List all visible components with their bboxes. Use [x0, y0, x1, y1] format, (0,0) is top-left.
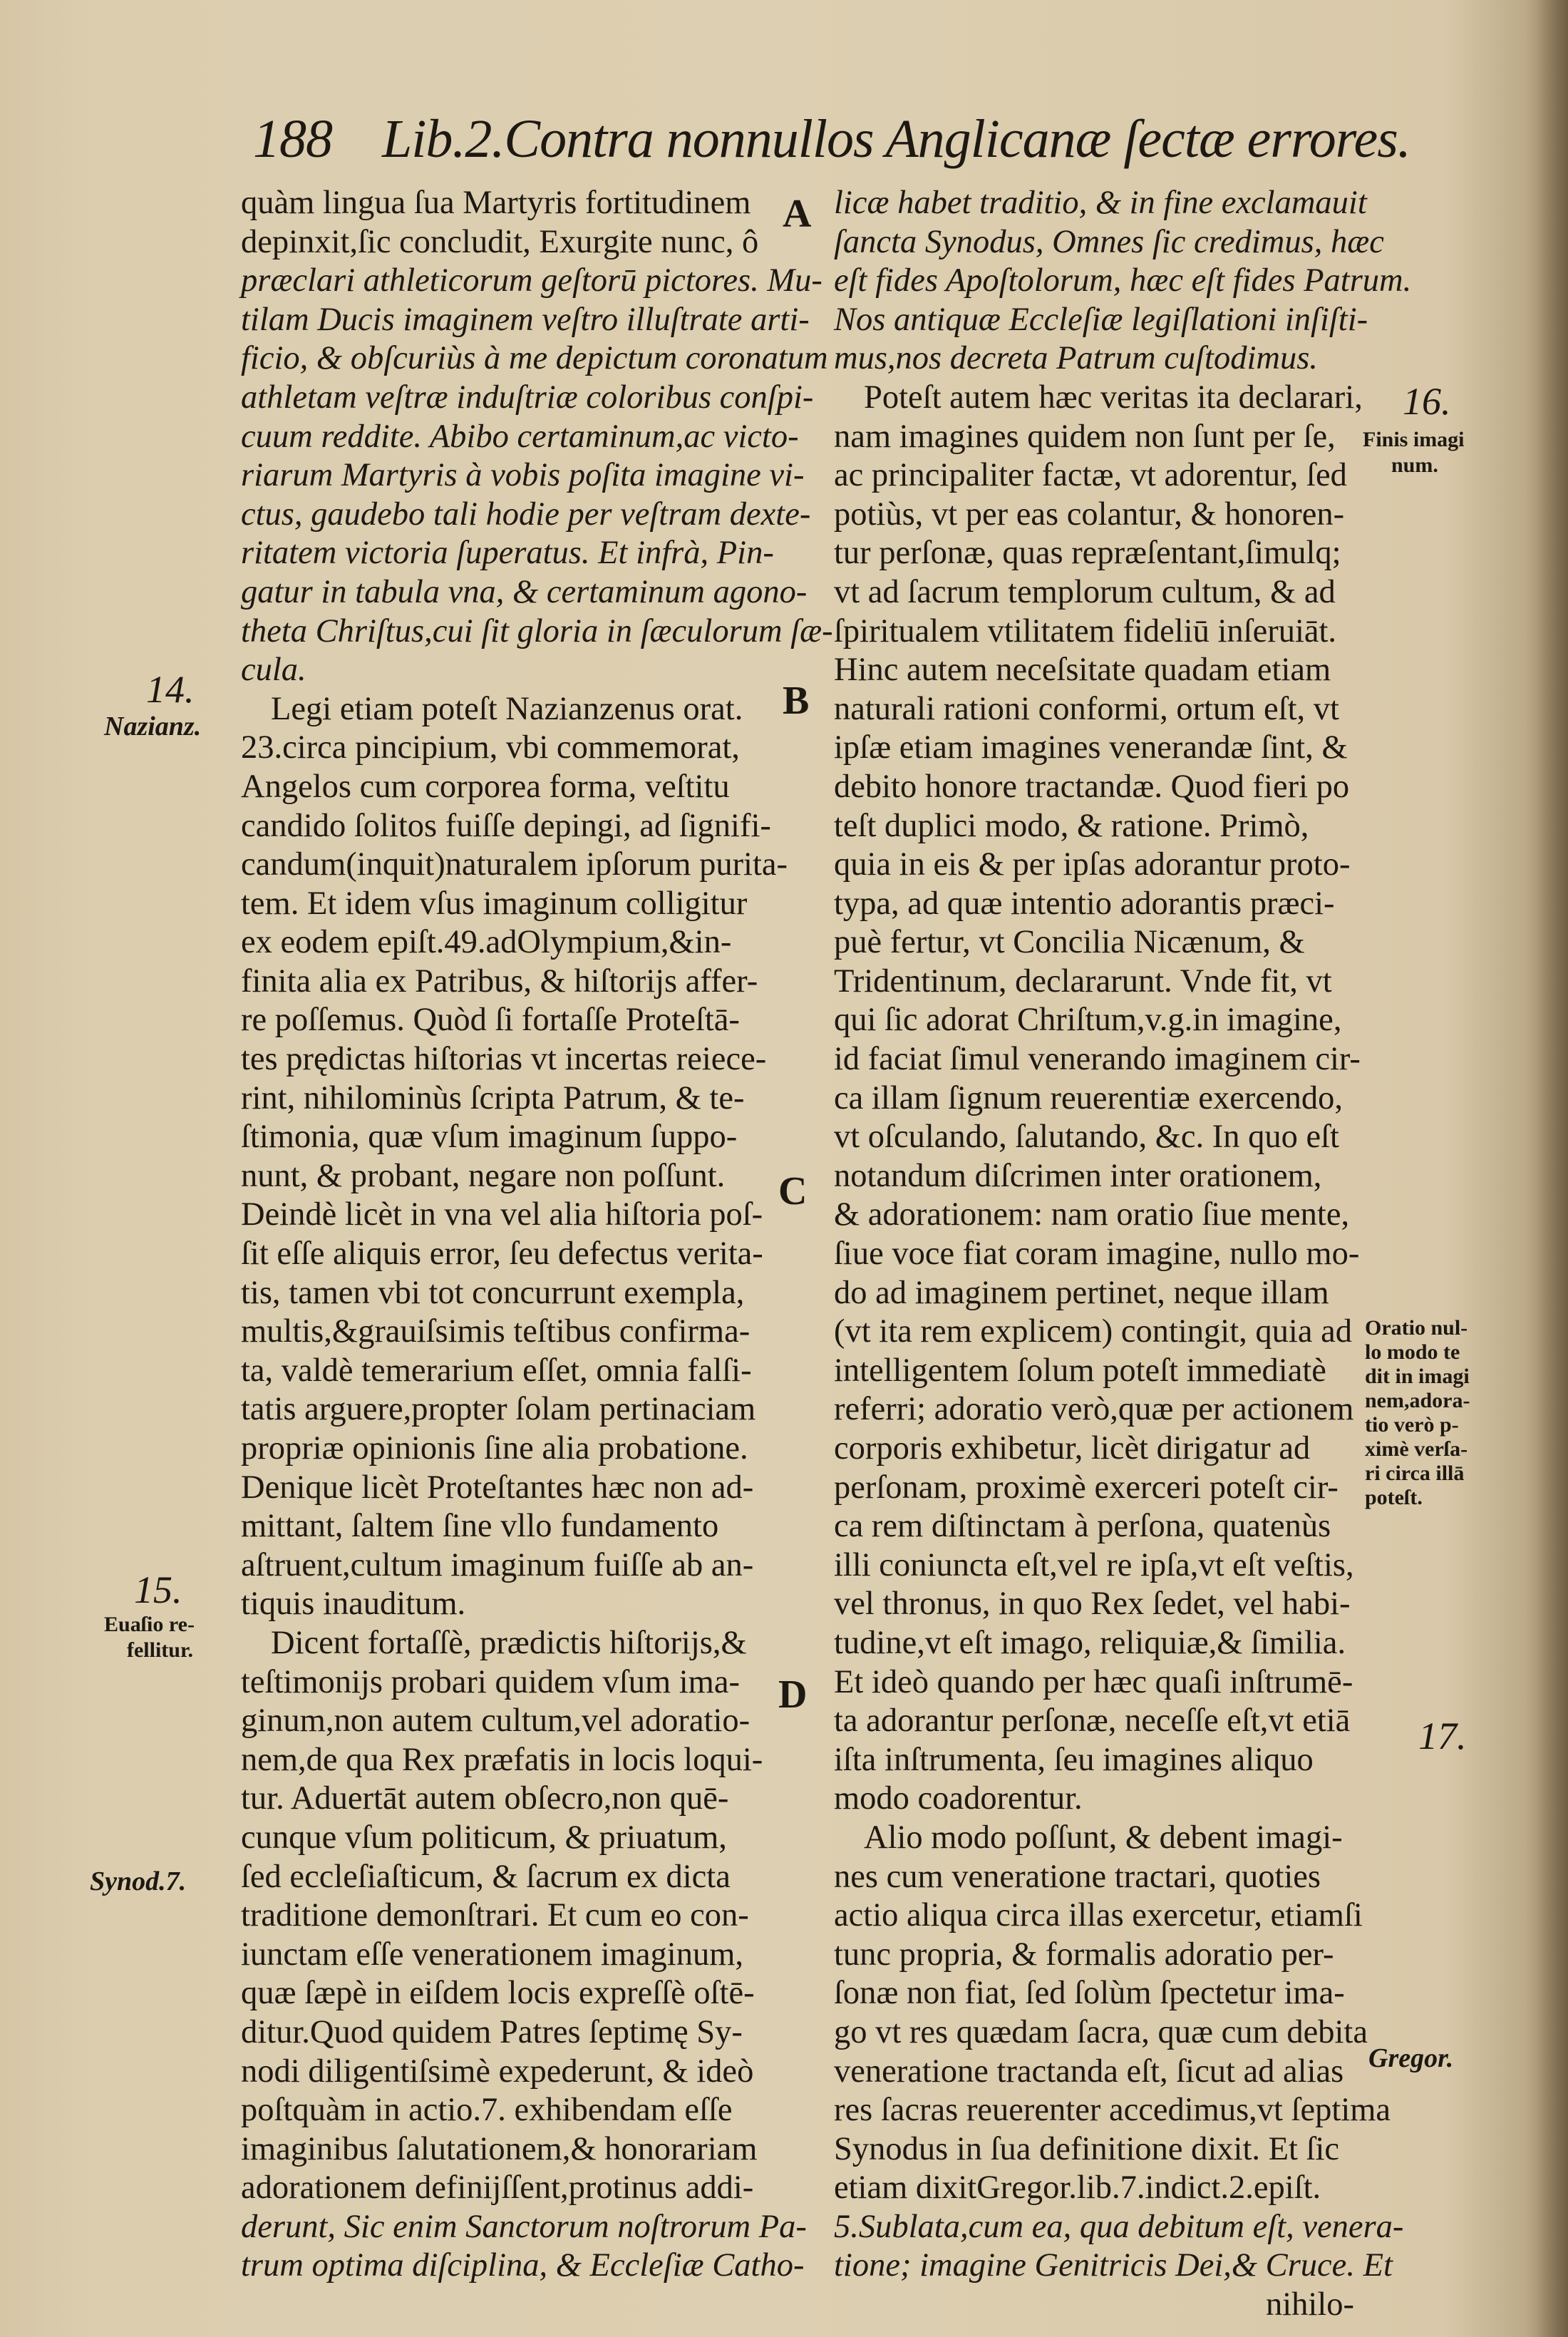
- text-line: potiùs, vt per eas colantur, & honoren-: [834, 495, 1345, 533]
- text-line: teſtimonijs probari quidem vſum ima-: [241, 1663, 740, 1700]
- text-line: 23.circa pincipium, vbi commemorat,: [241, 729, 740, 766]
- text-line: poſtquàm in actio.7. exhibendam eſſe: [241, 2092, 733, 2129]
- text-line: tiquis inauditum.: [241, 1586, 466, 1623]
- margin-note-oratio-8: poteſt.: [1365, 1486, 1423, 1509]
- text-line: mus,nos decreta Patrum cuſtodimus.: [834, 340, 1318, 377]
- text-line: vt ad ſacrum templorum cultum, & ad: [834, 573, 1336, 610]
- text-line: referri; adoratio verò,quæ per actionem: [834, 1391, 1354, 1428]
- text-line: tis, tamen vbi tot concurrunt exempla,: [241, 1274, 745, 1311]
- text-line: debito honore tractandæ. Quod fieri po: [834, 768, 1350, 805]
- text-line: Deindè licèt in vna vel alia hiſtoria poſ-: [241, 1196, 763, 1233]
- text-line: ficio, & obſcuriùs à me depictum coronatum: [241, 340, 828, 377]
- margin-number-14: 14.: [146, 668, 195, 711]
- text-line: res ſacras reuerenter accedimus,vt ſeptima: [834, 2092, 1391, 2129]
- text-line: nes cum veneratione tractari, quoties: [834, 1858, 1321, 1895]
- text-line: Tridentinum, declararunt. Vnde fit, vt: [834, 962, 1332, 1000]
- text-line: vt oſculando, ſalutando, &c. In quo eſt: [834, 1119, 1339, 1156]
- text-line: nam imagines quidem non ſunt per ſe,: [834, 418, 1336, 455]
- text-line: illi coniuncta eſt,vel re ipſa,vt eſt veſtis,: [834, 1546, 1354, 1583]
- text-line: perſonam, proximè exerceri poteſt cir-: [834, 1469, 1339, 1506]
- text-line: tur. Aduertāt autem obſecro,non quē-: [241, 1780, 729, 1817]
- margin-number-15: 15.: [134, 1568, 182, 1611]
- margin-number-16: 16.: [1403, 380, 1451, 423]
- text-line: modo coadorentur.: [834, 1780, 1083, 1817]
- text-line: ſiue voce fiat coram imagine, nullo mo-: [834, 1236, 1360, 1273]
- text-line: Et ideò quando per hæc quaſi inſtrumē-: [834, 1663, 1353, 1700]
- text-line: Alio modo poſſunt, & debent imagi-: [864, 1819, 1343, 1856]
- margin-note-finis-2: num.: [1391, 453, 1438, 477]
- text-line: cuum reddite. Abibo certaminum,ac victo-: [241, 418, 799, 455]
- margin-note-oratio-2: lo modo te: [1365, 1340, 1460, 1364]
- text-line: tem. Et idem vſus imaginum colligitur: [241, 885, 748, 922]
- text-line: propriæ opinionis ſine alia probatione.: [241, 1430, 748, 1467]
- text-line: ca illam ſignum reuerentiæ exercendo,: [834, 1079, 1343, 1116]
- section-mark-a: A: [783, 192, 812, 236]
- text-line: riarum Martyris à vobis poſita imagine vi-: [241, 457, 805, 494]
- text-line: tes prędictas hiſtorias vt incertas reiece-: [241, 1041, 767, 1078]
- margin-note-oratio-6: ximè verſa-: [1365, 1437, 1468, 1461]
- text-line: multis,&grauiſsimis teſtibus confirma-: [241, 1313, 751, 1350]
- text-line: tilam Ducis imaginem veſtro illuſtrate arti-: [241, 301, 810, 338]
- margin-note-oratio-4: nem,adora-: [1365, 1389, 1470, 1412]
- text-line: cunque vſum politicum, & priuatum,: [241, 1819, 727, 1856]
- margin-note-synod: Synod.7.: [90, 1866, 187, 1896]
- margin-note-euasio-1: Euaſio re-: [104, 1613, 195, 1636]
- text-line: depinxit,ſic concludit, Exurgite nunc, ô: [241, 223, 759, 260]
- text-line: Poteſt autem hæc veritas ita declarari,: [864, 379, 1363, 416]
- margin-note-oratio-5: tio verò p-: [1365, 1413, 1459, 1437]
- text-line: ditur.Quod quidem Patres ſeptimę Sy-: [241, 2013, 743, 2050]
- text-line: ginum,non autem cultum,vel adoratio-: [241, 1702, 751, 1740]
- text-line: ſonæ non fiat, ſed ſolùm ſpectetur ima-: [834, 1975, 1345, 2012]
- text-line: re poſſemus. Quòd ſi fortaſſe Proteſtā-: [241, 1002, 740, 1039]
- text-line: nem,de qua Rex præfatis in locis loqui-: [241, 1741, 763, 1778]
- margin-note-nazianz: Nazianz.: [104, 712, 202, 741]
- text-line: notandum diſcrimen inter orationem,: [834, 1157, 1322, 1194]
- text-line: ta, valdè temerarium eſſet, omnia falſi-: [241, 1352, 752, 1389]
- text-line: Legi etiam poteſt Nazianzenus orat.: [271, 690, 743, 727]
- text-line: veneratione tractanda eſt, ſicut ad alias: [834, 2053, 1344, 2090]
- text-line: intelligentem ſolum poteſt immediatè: [834, 1352, 1326, 1389]
- page-edge-shadow: [1525, 0, 1568, 2337]
- text-line: Synodus in ſua definitione dixit. Et ſic: [834, 2130, 1340, 2167]
- text-line: gatur in tabula vna, & certaminum agono-: [241, 573, 808, 610]
- page-number: 188: [253, 109, 332, 169]
- text-line: ſtimonia, quæ vſum imaginum ſuppo-: [241, 1119, 738, 1156]
- text-line: Angelos cum corporea forma, veſtitu: [241, 768, 730, 805]
- text-line: adorationem definijſſent,protinus addi-: [241, 2169, 754, 2207]
- margin-note-oratio-7: ri circa illā: [1365, 1462, 1465, 1485]
- text-line: candum(inquit)naturalem ipſorum purita-: [241, 846, 788, 883]
- text-line: ſancta Synodus, Omnes ſic credimus, hæc: [834, 223, 1384, 260]
- text-line: licæ habet traditio, & in fine exclamauit: [834, 185, 1367, 221]
- text-line: ritatem victoria ſuperatus. Et infrà, Pin-: [241, 535, 774, 572]
- text-line: theta Chriſtus,cui ſit gloria in ſæculorum ſæ-: [241, 612, 833, 649]
- text-line: ſpiritualem vtilitatem fideliū inſeruiāt.: [834, 612, 1337, 649]
- text-line: & adorationem: nam oratio ſiue mente,: [834, 1196, 1350, 1233]
- margin-note-gregor: Gregor.: [1368, 2043, 1454, 2073]
- text-line: quàm lingua ſua Martyris fortitudinem: [241, 185, 751, 221]
- text-line: tatis arguere,propter ſolam pertinaciam: [241, 1391, 756, 1428]
- text-line: puè fertur, vt Concilia Nicænum, &: [834, 924, 1305, 961]
- text-line: quia in eis & per ipſas adorantur proto-: [834, 846, 1351, 883]
- text-line: quæ ſæpè in eiſdem locis expreſſè oſtē-: [241, 1975, 755, 2012]
- text-line: cula.: [241, 652, 306, 689]
- text-line: Dicent fortaſſè, prædictis hiſtorijs,&: [271, 1624, 747, 1661]
- text-line: nunt, & probant, negare non poſſunt.: [241, 1157, 726, 1194]
- text-line: ca rem diſtinctam à perſona, quatenùs: [834, 1508, 1331, 1545]
- text-line: Nos antiquæ Eccleſiæ legiſlationi inſiſti-: [834, 301, 1368, 338]
- text-line: Denique licèt Proteſtantes hæc non ad-: [241, 1469, 754, 1506]
- text-line: imaginibus ſalutationem,& honorariam: [241, 2130, 758, 2167]
- text-line: ac principaliter factæ, vt adorentur, ſed: [834, 457, 1347, 494]
- section-mark-c: C: [778, 1169, 808, 1213]
- section-mark-d: D: [778, 1673, 808, 1717]
- text-line: ipſæ etiam imagines venerandæ ſint, &: [834, 729, 1348, 766]
- text-line: mittant, ſaltem ſine vllo fundamento: [241, 1508, 719, 1545]
- text-line: ſit eſſe aliquis error, ſeu defectus verita-: [241, 1236, 763, 1273]
- text-line: iſta inſtrumenta, ſeu imagines aliquo: [834, 1741, 1314, 1778]
- text-line: tur perſonæ, quas repræſentant,ſimulq;: [834, 535, 1341, 572]
- running-header: [253, 107, 1410, 171]
- text-line: derunt, Sic enim Sanctorum noſtrorum Pa-: [241, 2208, 807, 2245]
- running-title: Lib.2.Contra nonnullos Anglicanæ ſectæ errores.: [382, 109, 1410, 169]
- text-line: iunctam eſſe venerationem imaginum,: [241, 1936, 744, 1973]
- margin-number-17: 17.: [1418, 1715, 1467, 1757]
- text-line: go vt res quædam ſacra, quæ cum debita: [834, 2013, 1368, 2050]
- margin-note-euasio-2: fellitur.: [127, 1638, 194, 1662]
- margin-note-oratio-3: dit in imagi: [1365, 1365, 1470, 1388]
- text-line: ta adorantur perſonæ, neceſſe eſt,vt etiā: [834, 1702, 1351, 1740]
- text-line: trum optima diſciplina, & Eccleſiæ Catho-: [241, 2247, 805, 2284]
- text-line: (vt ita rem explicem) contingit, quia ad: [834, 1313, 1352, 1350]
- margin-note-finis-1: Finis imagi: [1363, 428, 1465, 451]
- text-line: tudine,vt eſt imago, reliquiæ,& ſimilia.: [834, 1624, 1346, 1661]
- text-line: nodi diligentiſsimè expederunt, & ideò: [241, 2053, 754, 2090]
- text-line: actio aliqua circa illas exercetur, etiamſi: [834, 1897, 1363, 1934]
- catchword: nihilo-: [1266, 2286, 1354, 2323]
- text-line: præclari athleticorum geſtorū pictores. Mu-: [241, 262, 822, 299]
- text-line: id faciat ſimul venerando imaginem cir-: [834, 1041, 1361, 1078]
- text-line: tunc propria, & formalis adoratio per-: [834, 1936, 1334, 1973]
- text-line: ctus, gaudebo tali hodie per veſtram dexte-: [241, 495, 811, 533]
- text-line: eſt fides Apoſtolorum, hæc eſt fides Patrum.: [834, 262, 1412, 299]
- text-line: naturali rationi conformi, ortum eſt, vt: [834, 690, 1339, 727]
- text-line: qui ſic adorat Chriſtum,v.g.in imagine,: [834, 1002, 1342, 1039]
- text-line: Hinc autem neceſsitate quadam etiam: [834, 652, 1331, 689]
- text-line: ex eodem epiſt.49.adOlympium,&in-: [241, 924, 732, 961]
- text-line: tione; imagine Genitricis Dei,& Cruce. Et: [834, 2247, 1393, 2284]
- text-line: finita alia ex Patribus, & hiſtorijs affer-: [241, 962, 758, 1000]
- section-mark-b: B: [783, 679, 810, 723]
- text-line: vel thronus, in quo Rex ſedet, vel habi-: [834, 1586, 1351, 1623]
- left-column: [241, 184, 833, 2286]
- text-line: rint, nihilominùs ſcripta Patrum, & te-: [241, 1079, 745, 1116]
- text-line: typa, ad quæ intentio adorantis præci-: [834, 885, 1335, 922]
- text-line: teſt duplici modo, & ratione. Primò,: [834, 807, 1309, 844]
- text-line: traditione demonſtrari. Et cum eo con-: [241, 1897, 749, 1934]
- text-line: etiam dixitGregor.lib.7.indict.2.epiſt.: [834, 2169, 1321, 2207]
- text-line: 5.Sublata,cum ea, qua debitum eſt, venera-: [834, 2208, 1404, 2245]
- text-line: candido ſolitos fuiſſe depingi, ad ſignifi-: [241, 807, 771, 844]
- text-line: do ad imaginem pertinet, neque illam: [834, 1274, 1329, 1311]
- text-line: ſed eccleſiaſticum, & ſacrum ex dicta: [241, 1858, 731, 1895]
- text-line: corporis exhibetur, licèt dirigatur ad: [834, 1430, 1311, 1467]
- margin-note-oratio-1: Oratio nul-: [1365, 1316, 1468, 1340]
- text-line: athletam veſtræ induſtriæ coloribus conſpi-: [241, 379, 814, 416]
- text-line: aſtruent,cultum imaginum fuiſſe ab an-: [241, 1546, 754, 1583]
